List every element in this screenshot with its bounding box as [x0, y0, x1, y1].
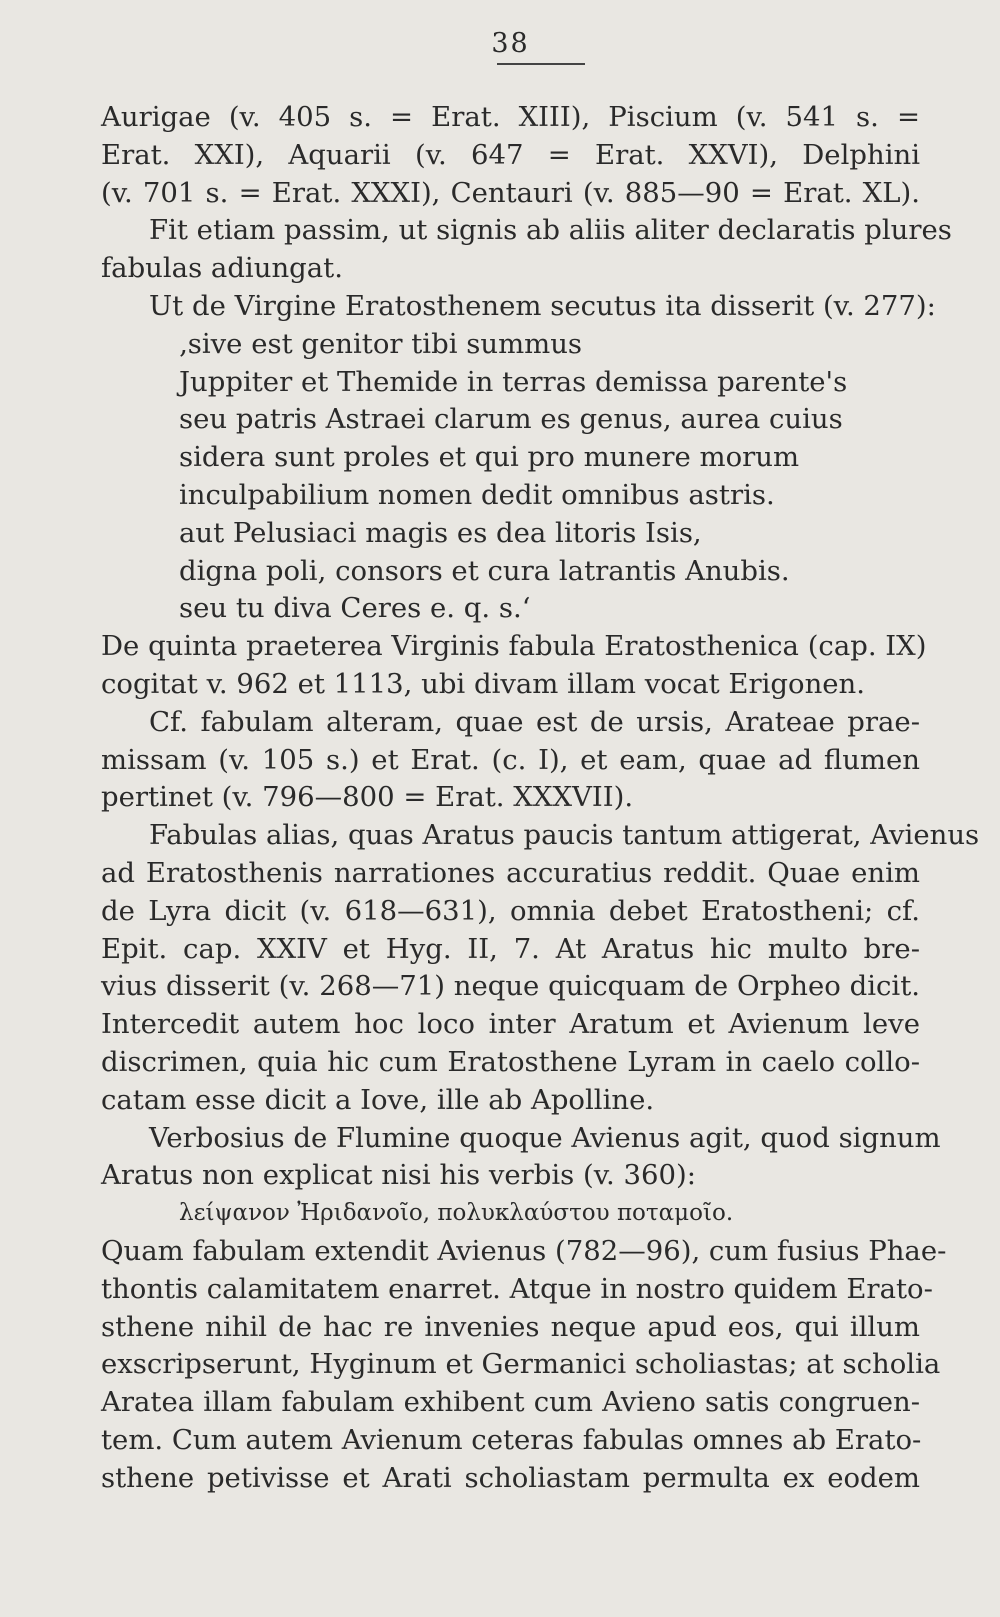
text-line: Verbosius de Flumine quoque Avienus agit, quod signum	[149, 1121, 941, 1154]
text-line: fabulas adiungat.	[101, 252, 343, 285]
verse-line: digna poli, consors et cura latrantis Anubis.	[179, 554, 790, 587]
text-line: sthene petivisse et Arati scholiastam permulta ex eodem	[101, 1461, 920, 1494]
text-line: cogitat v. 962 et 1113, ubi divam illam vocat Erigonen.	[101, 667, 866, 700]
verse-line: ‚sive est genitor tibi summus	[179, 327, 583, 360]
text-line: tem. Cum autem Avienum ceteras fabulas omnes ab Erato-	[101, 1423, 922, 1456]
text-line: Aratus non explicat nisi his verbis (v. 360):	[101, 1159, 696, 1192]
text-line: exscripserunt, Hyginum et Germanici scholiastas; at scholia	[101, 1348, 941, 1381]
text-line: Fabulas alias, quas Aratus paucis tantum attigerat, Avienus	[149, 819, 980, 852]
text-line: Cf. fabulam alteram, quae est de ursis, Arateae prae-	[149, 705, 920, 738]
text-line: Quam fabulam extendit Avienus (782—96), cum fusius Phae-	[101, 1234, 947, 1267]
text-line: ad Eratosthenis narrationes accuratius reddit. Quae enim	[101, 856, 920, 889]
verse-line: Juppiter et Themide in terras demissa parente's	[179, 365, 848, 398]
text-line: De quinta praeterea Virginis fabula Eratosthenica (cap. IX)	[101, 630, 927, 663]
verse-line: inculpabilium nomen dedit omnibus astris.	[179, 478, 775, 511]
text-line: Ut de Virgine Eratosthenem secutus ita disserit (v. 277):	[149, 289, 936, 322]
page-number: 38	[491, 28, 530, 59]
text-line: Epit. cap. XXIV et Hyg. II, 7. At Aratus hic multo bre-	[101, 932, 920, 965]
text-line: Intercedit autem hoc loco inter Aratum et Avienum leve	[101, 1008, 920, 1041]
text-line: (v. 701 s. = Erat. XXXI), Centauri (v. 885—90 = Erat. XL).	[101, 176, 920, 209]
text-line: pertinet (v. 796—800 = Erat. XXXVII).	[101, 781, 634, 814]
text-line: vius disserit (v. 268—71) neque quicquam de Orpheo dicit.	[101, 970, 920, 1003]
text-line: Aratea illam fabulam exhibent cum Avieno satis congruen-	[101, 1386, 920, 1419]
verse-line: seu tu diva Ceres e. q. s.‘	[179, 592, 531, 625]
verse-line: aut Pelusiaci magis es dea litoris Isis,	[179, 516, 702, 549]
text-line: sthene nihil de hac re invenies neque apud eos, qui illum	[101, 1310, 920, 1343]
text-line: discrimen, quia hic cum Eratosthene Lyram in caelo collo-	[101, 1045, 920, 1078]
text-line: missam (v. 105 s.) et Erat. (c. I), et eam, quae ad flumen	[101, 743, 920, 776]
text-line: Fit etiam passim, ut signis ab aliis aliter declaratis plures	[149, 214, 952, 247]
verse-line: seu patris Astraei clarum es genus, aurea cuius	[179, 403, 843, 436]
text-line: de Lyra dicit (v. 618—631), omnia debet Eratostheni; cf.	[101, 894, 920, 927]
text-line: Erat. XXI), Aquarii (v. 647 = Erat. XXVI), Delphini	[101, 138, 920, 171]
text-line: thontis calamitatem enarret. Atque in nostro quidem Erato-	[101, 1272, 933, 1305]
greek-quote-line: λείψανον Ἠριδανοῖο, πολυκλαύστου ποταμοῖο.	[179, 1200, 734, 1227]
text-line: Aurigae (v. 405 s. = Erat. XIII), Piscium (v. 541 s. =	[101, 101, 920, 133]
text-line: catam esse dicit a Iove, ille ab Apolline.	[101, 1083, 655, 1116]
verse-line: sidera sunt proles et qui pro munere morum	[179, 441, 800, 474]
body-text	[101, 99, 980, 1497]
header-rule	[497, 63, 585, 65]
